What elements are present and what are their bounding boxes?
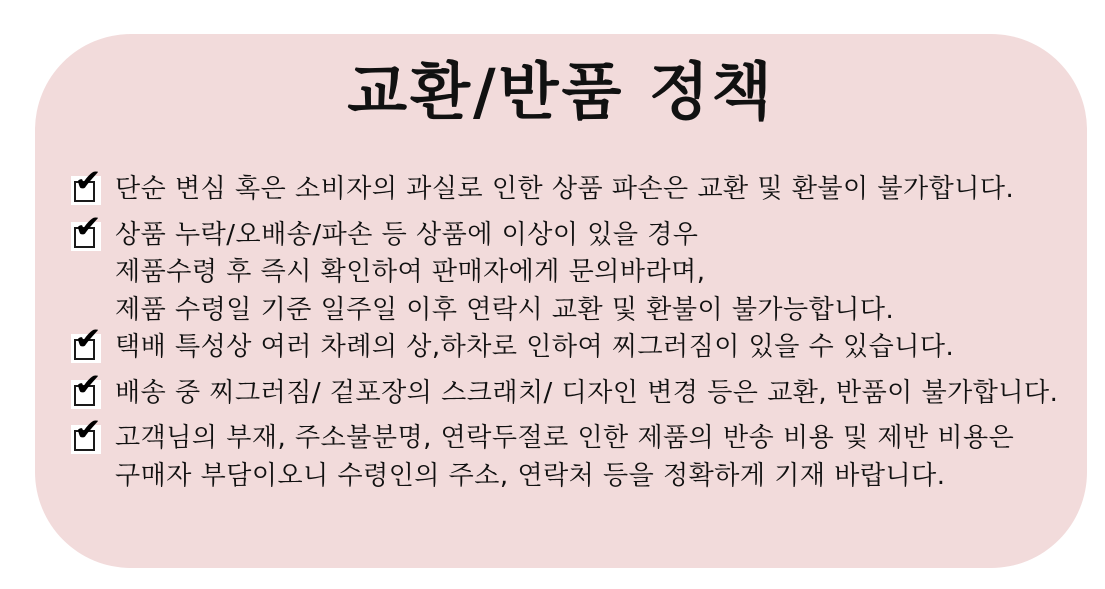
checked-checkbox-icon [71, 366, 103, 409]
checked-checkbox-icon [71, 163, 103, 205]
item-text-line: 상품 누락/오배송/파손 등 상품에 이상이 있을 경우 [115, 219, 699, 250]
item-text-line: 제품수령 후 즉시 확인하여 판매자에게 문의바라며, [115, 257, 706, 288]
check-mark-icon: ✔ [74, 412, 103, 449]
list-item [71, 412, 1067, 495]
item-text [115, 329, 954, 367]
item-text-line: 단순 변심 혹은 소비자의 과실로 인한 상품 파손은 교환 및 환불이 불가합니다. [115, 174, 1015, 205]
checked-checkbox-icon [71, 321, 103, 363]
check-mark-icon: ✔ [74, 208, 103, 245]
policy-card [35, 34, 1087, 568]
checked-checkbox-icon [71, 208, 103, 251]
checkbox-column [71, 208, 115, 263]
list-item [71, 366, 1067, 421]
item-text [115, 375, 1058, 413]
policy-list [35, 163, 1087, 495]
item-text [115, 171, 1014, 209]
check-mark-icon: ✔ [74, 366, 103, 403]
checked-checkbox-icon [71, 412, 103, 454]
list-item [71, 321, 1067, 375]
item-text [115, 217, 894, 330]
list-item [71, 163, 1067, 217]
checkbox-column [71, 412, 115, 466]
item-text-line: 택배 특성상 여러 차례의 상,하차로 인하여 찌그러짐이 있을 수 있습니다. [115, 332, 955, 363]
check-mark-icon: ✔ [74, 163, 103, 200]
item-text-line: 구매자 부담이오니 수령인의 주소, 연락처 등을 정확하게 기재 바랍니다. [115, 460, 946, 491]
item-text-line: 고객님의 부재, 주소불분명, 연락두절로 인한 제품의 반송 비용 및 제반 비용은 [115, 423, 1015, 454]
page-title: 교환/반품 정책 [347, 55, 775, 128]
item-text-line: 제품 수령일 기준 일주일 이후 연락시 교환 및 환불이 불가능합니다. [115, 294, 895, 325]
item-text-line: 배송 중 찌그러짐/ 겉포장의 스크래치/ 디자인 변경 등은 교환, 반품이 불가합니다. [115, 377, 1059, 408]
check-mark-icon: ✔ [74, 321, 103, 358]
item-text [115, 420, 1014, 495]
list-item [71, 208, 1067, 330]
